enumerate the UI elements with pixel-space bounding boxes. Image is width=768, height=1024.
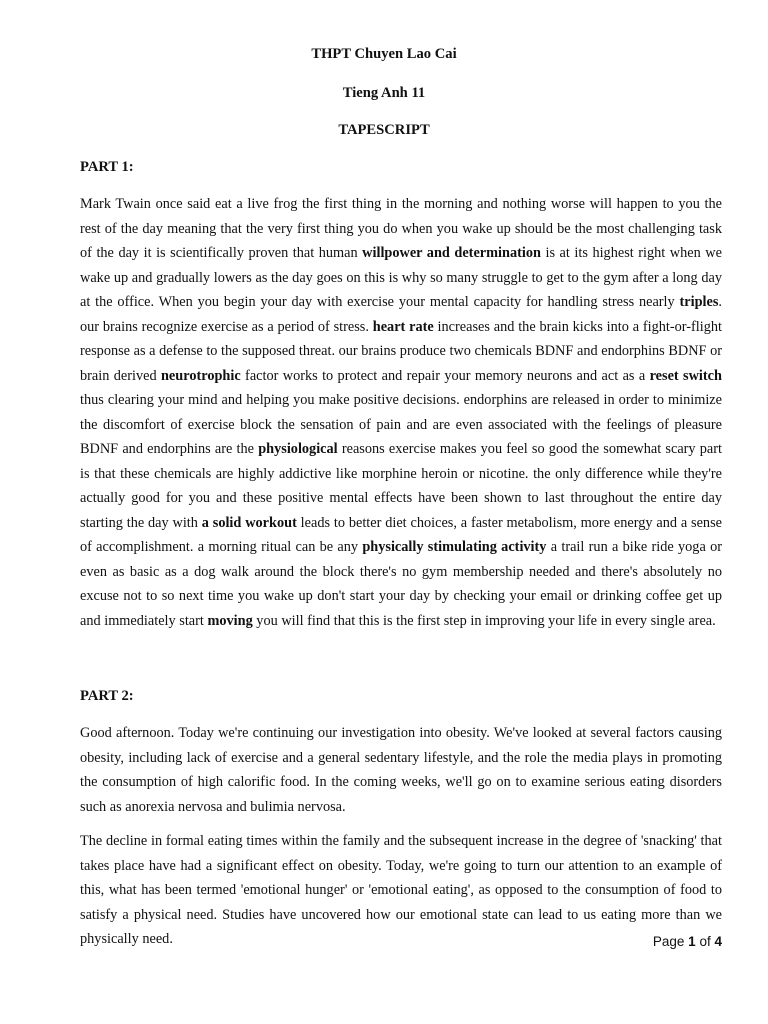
- current-page-number: 1: [688, 934, 696, 949]
- part1-paragraph: [80, 192, 722, 633]
- highlighted-term: physiological: [258, 441, 338, 457]
- text-segment: thus clearing your mind and helping you make positive decisions. endorphins are released in order to minimize the discomfort of exercise block the sensation of pain and are even associated with the feelings of pleasure BDNF and endorphins are the: [80, 392, 722, 457]
- highlighted-term: triples: [679, 294, 719, 310]
- text-segment: increases and the brain kicks into a fight-or-flight response as a defense to the supposed threat. our brains produce two chemicals BDNF and endorphins BDNF or brain derived: [80, 318, 722, 384]
- school-name: THPT Chuyen Lao Cai: [311, 46, 457, 62]
- text-segment: is at its highest right when we wake up and gradually lowers as the day goes on this is why so many struggle to get to the gym after a long day at the office. When you begin your day with exercise your mental capacity for handling stress nearly: [80, 245, 722, 310]
- part2-heading: PART 2:: [80, 688, 134, 704]
- subject-title: Tieng Anh 11: [342, 85, 426, 101]
- part1-heading: PART 1:: [80, 159, 134, 175]
- text-segment: factor works to protect and repair your memory neurons and act as a: [240, 367, 650, 384]
- highlighted-term: reset switch: [649, 367, 722, 384]
- highlighted-term: physically stimulating activity: [362, 539, 547, 555]
- text-segment: you will find that this is the first step in improving your life in every single area.: [252, 612, 716, 629]
- highlighted-term: willpower and determination: [362, 245, 541, 261]
- page-label: Page: [652, 934, 685, 949]
- part2-paragraph-1: Good afternoon. Today we're continuing our investigation into obesity. We've looked at several factors causing obesity, including lack of exercise and a general sedentary lifestyle, and the role the media plays in promoting the consumption of high calorific food. In the coming weeks, we'll go on to examine serious eating disorders such as anorexia nervosa and bulimia nervosa.: [80, 725, 722, 815]
- text-segment: leads to better diet choices, a faster metabolism, more energy and a sense of accomplishment. a morning ritual can be any: [80, 514, 722, 555]
- total-page-count: 4: [714, 934, 722, 949]
- highlighted-term: a solid workout: [201, 514, 297, 531]
- text-segment: Mark Twain once said eat a live frog the first thing in the morning and nothing worse will happen to you the rest of the day meaning that the very first thing you do when you wake up should be the most challenging task of the day it is scientifically proven that human: [80, 196, 722, 261]
- highlighted-term: moving: [207, 612, 253, 629]
- text-segment: a trail run a bike ride yoga or even as basic as a dog walk around the block there's no gym membership needed and there's absolutely no excuse not to so next time you wake up don't start your day by checking your email or drinking coffee get up and immediately start: [80, 539, 722, 629]
- page-number-footer: [653, 934, 722, 949]
- text-segment: reasons exercise makes you feel so good the somewhat scary part is that these chemicals are highly addictive like morphine heroin or nicotine. the only difference while they're actually good for you and these positive mental effects have been shown to last throughout the entire day starting the day with: [80, 441, 722, 531]
- highlighted-term: heart rate: [372, 318, 434, 335]
- of-label: of: [699, 934, 711, 949]
- part2-paragraph-2: The decline in formal eating times within the family and the subsequent increase in the degree of 'snacking' that takes place have had a significant effect on obesity. Today, we're going to turn our attention to an example of this, what has been termed 'emotional hunger' or 'emotional eating', as opposed to the consumption of food to satisfy a physical need. Studies have uncovered how our emotional state can lead to us eating more than we physically need.: [80, 833, 722, 947]
- text-segment: . our brains recognize exercise as a period of stress.: [80, 294, 722, 335]
- highlighted-term: neurotrophic: [160, 367, 241, 384]
- document-title: TAPESCRIPT: [338, 122, 430, 138]
